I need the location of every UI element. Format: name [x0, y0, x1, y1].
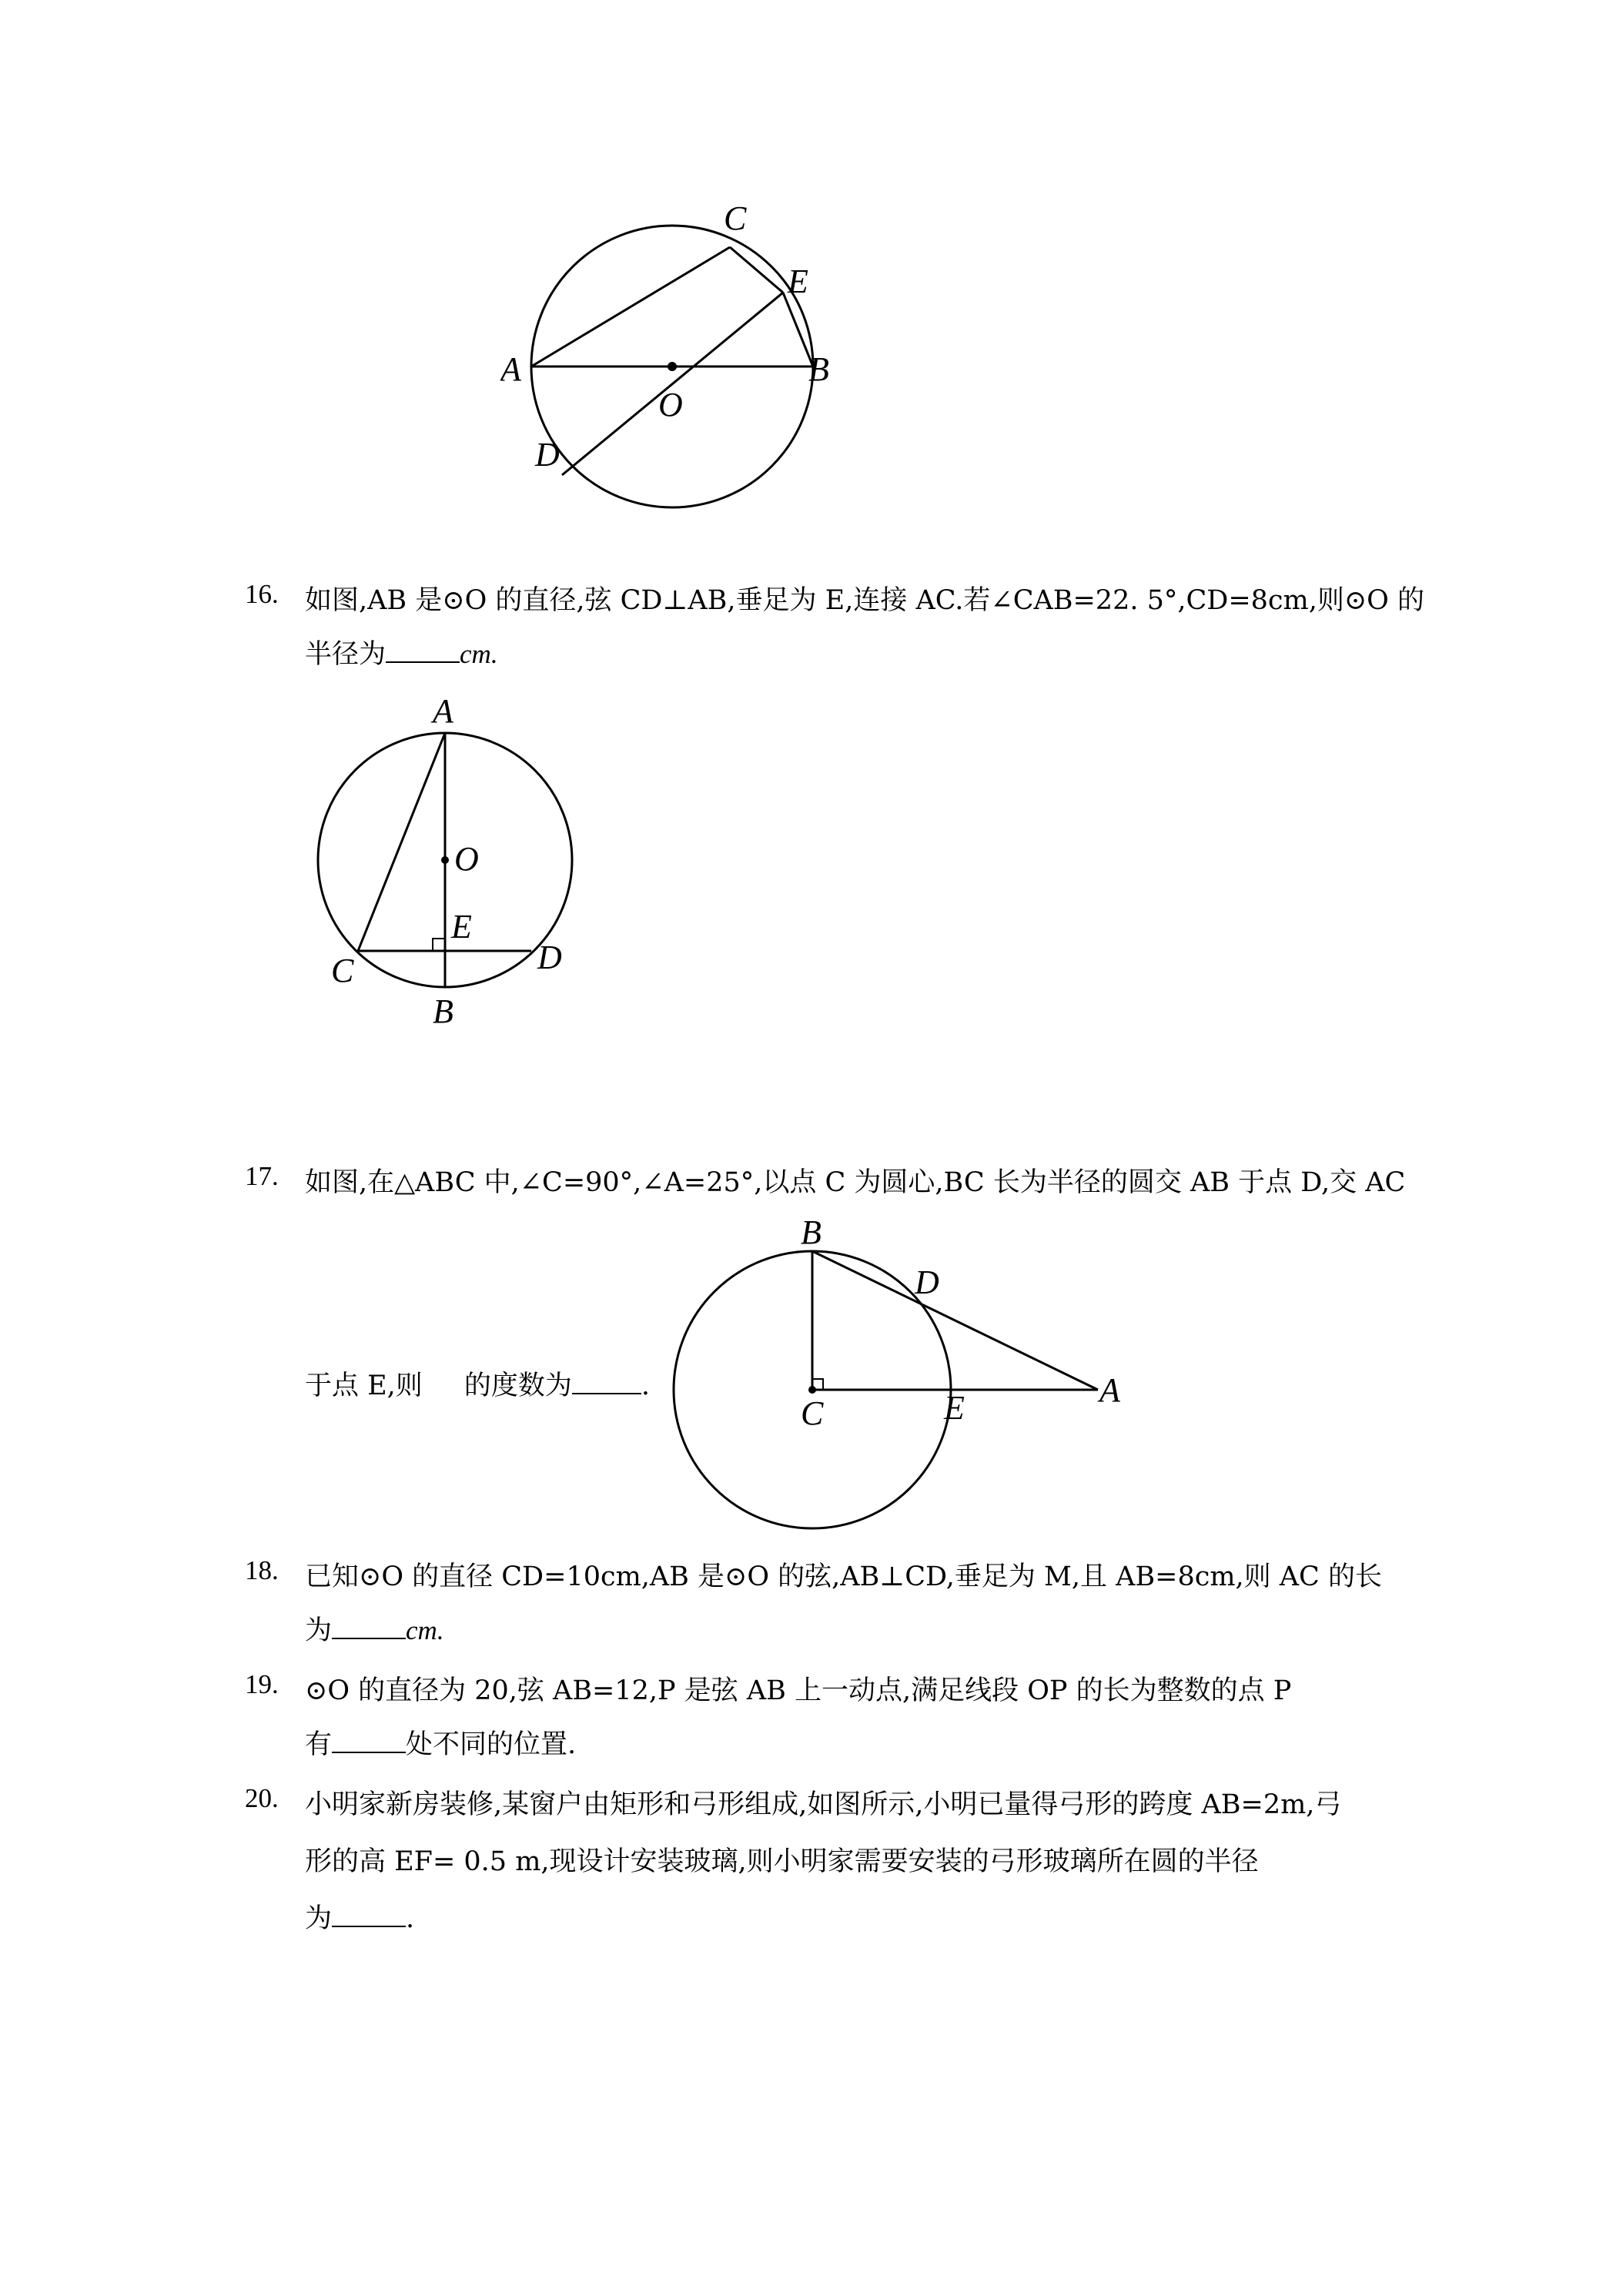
label-b: B	[433, 992, 453, 1030]
question-17-mid: 的度数为	[463, 1371, 572, 1401]
question-number-17: 17.	[245, 1161, 279, 1191]
question-number-18: 18.	[245, 1555, 279, 1585]
question-number-19: 19.	[245, 1669, 279, 1699]
question-18-line-1: 已知⊙O 的直径 CD=10cm,AB 是⊙O 的弦,AB⊥CD,垂足为 M,且 AB=8cm,则 AC 的长	[305, 1561, 1382, 1592]
segment-ab	[812, 1251, 1098, 1390]
label-e: E	[944, 1389, 965, 1427]
label-o: O	[454, 840, 479, 878]
question-16-line-1: 如图,AB 是⊙O 的直径,弦 CD⊥AB,垂足为 E,连接 AC.若∠CAB=22. 5°,CD=8cm,则⊙O 的	[305, 585, 1424, 616]
answer-blank-20[interactable]	[332, 1904, 406, 1927]
question-17-suffix: .	[641, 1371, 650, 1401]
label-d: D	[537, 939, 562, 976]
label-a: A	[433, 693, 453, 730]
question-19-suffix: 处不同的位置.	[406, 1729, 577, 1760]
figure-16-svg	[308, 693, 616, 1047]
question-20-line-3	[305, 1897, 414, 1936]
label-c: C	[724, 199, 747, 237]
question-16-line-2	[305, 633, 498, 671]
label-a: A	[1099, 1371, 1120, 1409]
label-d: D	[915, 1263, 939, 1301]
question-16-unit: cm.	[460, 639, 498, 669]
label-b: B	[808, 350, 829, 388]
label-e: E	[788, 263, 808, 300]
question-19-line-1: ⊙O 的直径为 20,弦 AB=12,P 是弦 AB 上一动点,满足线段 OP 的长为整数的点 P	[305, 1675, 1292, 1706]
question-18-prefix: 为	[305, 1615, 333, 1646]
label-o: O	[658, 386, 683, 423]
question-number-20: 20.	[245, 1783, 279, 1813]
question-20-suffix: .	[406, 1903, 415, 1934]
question-19-line-2	[305, 1723, 576, 1762]
question-17-prefix: 于点 E,则	[305, 1371, 423, 1401]
answer-blank-18[interactable]	[332, 1616, 406, 1639]
center-point	[668, 362, 677, 371]
question-20-line-2: 形的高 EF= 0.5 m,现设计安装玻璃,则小明家需要安装的弓形玻璃所在圆的半径	[305, 1846, 1259, 1877]
right-angle-mark	[433, 939, 445, 951]
label-c: C	[331, 952, 354, 989]
center-point	[808, 1386, 816, 1394]
label-a: A	[500, 350, 521, 388]
center-point	[441, 856, 449, 864]
figure-circle-diameter-ab	[500, 192, 870, 516]
question-18-line-2	[305, 1609, 444, 1648]
answer-blank-19[interactable]	[332, 1730, 406, 1753]
label-c: C	[801, 1394, 824, 1432]
question-17-line-1: 如图,在△ABC 中,∠C=90°,∠A=25°,以点 C 为圆心,BC 长为半径的圆交 AB 于点 D,交 AC	[305, 1167, 1406, 1198]
figure-17-svg	[662, 1217, 1155, 1540]
chord-de	[562, 293, 783, 475]
chord-ac	[358, 733, 445, 951]
figure-15-svg	[500, 192, 870, 516]
figure-q17	[662, 1217, 1155, 1540]
chord-ac	[531, 247, 730, 366]
question-18-unit: cm.	[406, 1615, 444, 1645]
figure-q16	[308, 693, 616, 1047]
question-17-line-2	[305, 1364, 650, 1403]
label-b: B	[801, 1217, 822, 1251]
question-19-prefix: 有	[305, 1729, 333, 1760]
label-d: D	[535, 436, 560, 474]
question-20-prefix: 为	[305, 1903, 333, 1934]
label-e: E	[451, 908, 472, 946]
answer-blank-16[interactable]	[386, 640, 460, 663]
question-20-line-1: 小明家新房装修,某窗户由矩形和弓形组成,如图所示,小明已量得弓形的跨度 AB=2m,弓	[305, 1789, 1342, 1820]
answer-blank-17[interactable]	[572, 1371, 641, 1394]
question-number-16: 16.	[245, 579, 279, 609]
question-16-prefix: 半径为	[305, 639, 387, 670]
